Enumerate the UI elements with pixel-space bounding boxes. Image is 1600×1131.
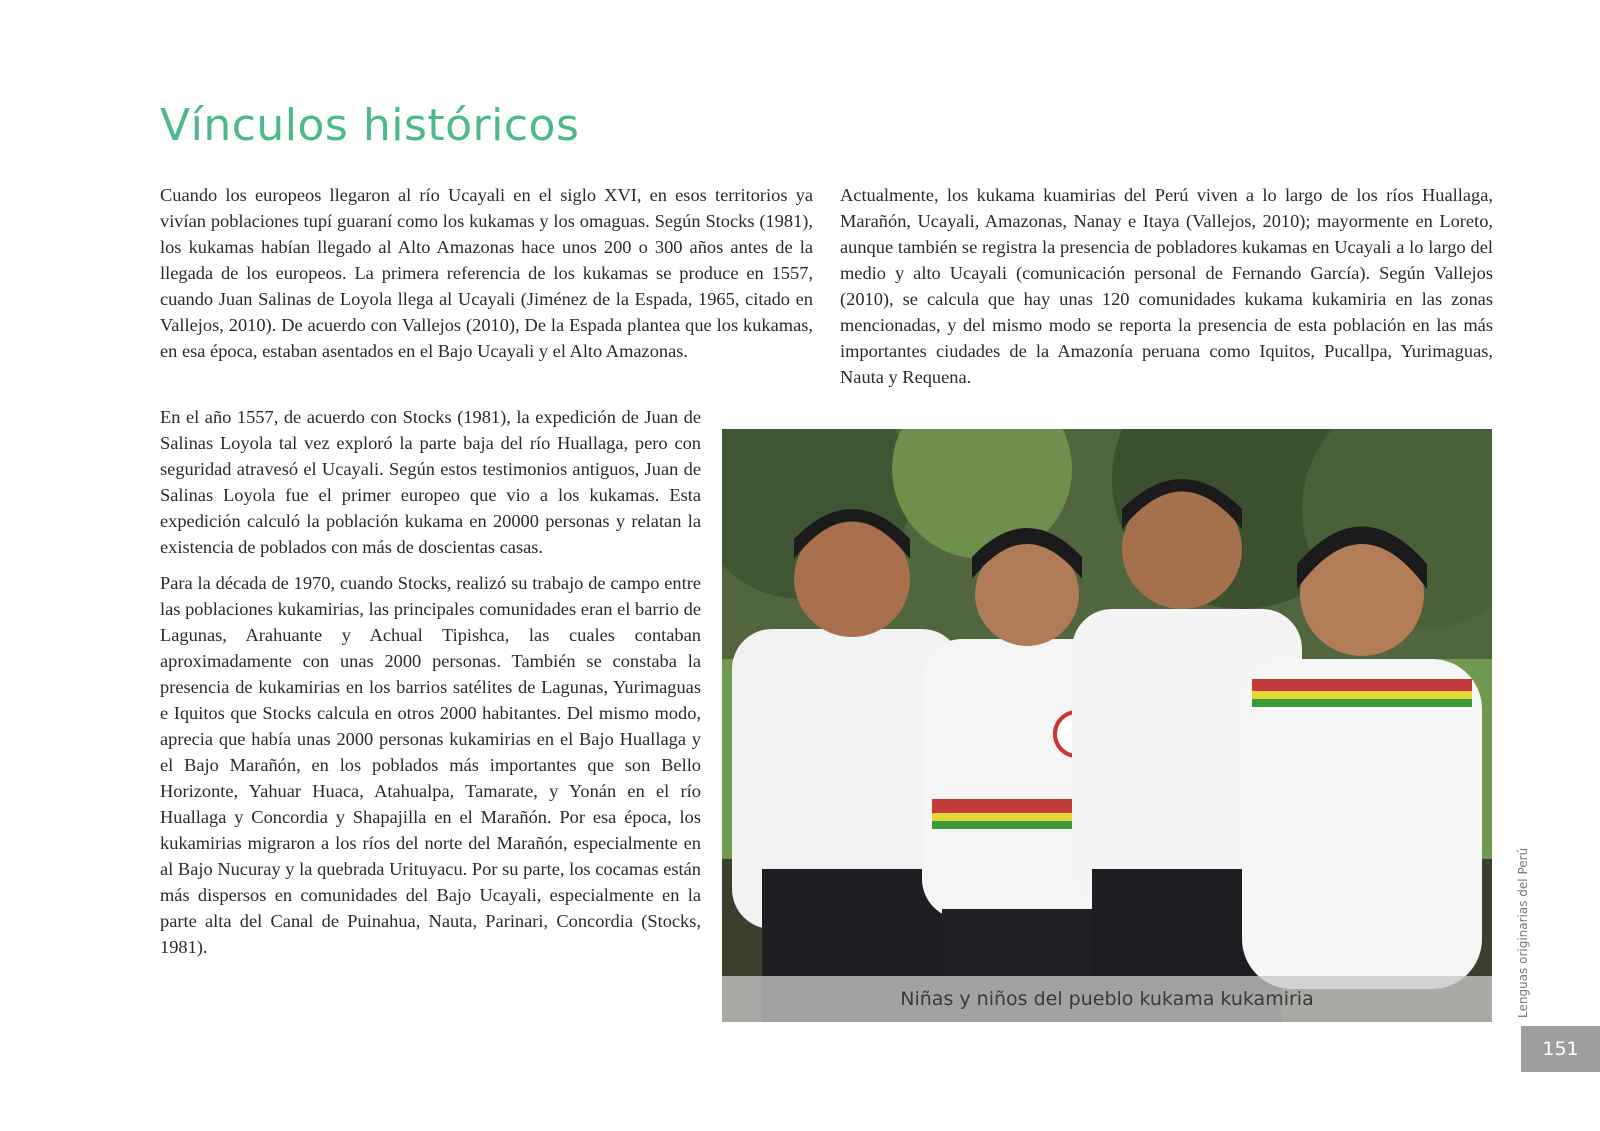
- page-number: 151: [1521, 1026, 1600, 1072]
- column-left-bottom: [160, 404, 701, 970]
- page-title: Vínculos históricos: [160, 100, 580, 151]
- paragraph-3: En el año 1557, de acuerdo con Stocks (1981), la expedición de Juan de Salinas Loyola tal vez exploró la parte baja del río Huallaga, pero con seguridad atravesó el Ucayali. Según estos testimonios antiguos, Juan de Salinas Loyola fue el primer europeo que vio a los kukamas. Esta expedición calculó la población kukama en 20000 personas y relatan la existencia de poblados con más de doscientas casas.: [160, 407, 701, 557]
- paragraph-1: Cuando los europeos llegaron al río Ucayali en el siglo XVI, en esos territorios ya vivían poblaciones tupí guaraní como los kukamas y los omaguas. Según Stocks (1981), los kukamas habían llegado al Alto Amazonas hace unos 200 o 300 años antes de la llegada de los europeos. La primera referencia de los kukamas se produce en 1557, cuando Juan Salinas de Loyola llega al Ucayali (Jiménez de la Espada, 1965, citado en Vallejos, 2010). De acuerdo con Vallejos (2010), De la Espada plantea que los kukamas, en esa época, estaban asentados en el Bajo Ucayali y el Alto Amazonas.: [160, 185, 813, 361]
- column-right-top: [840, 182, 1493, 400]
- paragraph-4: Para la década de 1970, cuando Stocks, realizó su trabajo de campo entre las poblaciones kukamirias, las principales comunidades eran el barrio de Lagunas, Arahuante y Achual Tipishca, las cuales contaban aproximadamente con unas 2000 personas. También se constaba la presencia de kukamirias en los barrios satélites de Lagunas, Yurimaguas e Iquitos que Stocks calcula en otros 2000 habitantes. Del mismo modo, aprecia que había unas 2000 personas kukamirias en el Bajo Huallaga y el Bajo Marañón, en los poblados más importantes que son Bello Horizonte, Yahuar Huaca, Atahualpa, Tamarate, y Yonán en el río Huallaga y Concordia y Shapajilla en el Marañón. Por esa época, los kukamirias migraron a los ríos del norte del Marañón, especialmente en al Bajo Nucuray y la quebrada Urituyacu. Por su parte, los cocamas están más dispersos en comunidades del Bajo Ucayali, especialmente en la parte alta del Canal de Puinahua, Nauta, Parinari, Concordia (Stocks, 1981).: [160, 573, 701, 957]
- column-left-top: [160, 182, 813, 374]
- running-footer-label: Lenguas originarias del Perú: [1516, 847, 1530, 1018]
- photo-illustration: [722, 429, 1492, 1022]
- photo-caption: [722, 976, 1492, 1022]
- paragraph-2: Actualmente, los kukama kuamirias del Perú viven a lo largo de los ríos Huallaga, Marañón, Ucayali, Amazonas, Nanay e Itaya (Vallejos, 2010); mayormente en Loreto, aunque también se registra la presencia de pobladores kukamas en Ucayali a lo largo del medio y alto Ucayali (comunicación personal de Fernando García). Según Vallejos (2010), se calcula que hay unas 120 comunidades kukama kukamiria en las zonas mencionadas, y del mismo modo se reporta la presencia de esta población en las más importantes ciudades de la Amazonía peruana como Iquitos, Pucallpa, Yurimaguas, Nauta y Requena.: [840, 185, 1493, 387]
- photo-caption-text: Niñas y niños del pueblo kukama kukamiria: [900, 988, 1314, 1010]
- photo-children: [722, 429, 1492, 1022]
